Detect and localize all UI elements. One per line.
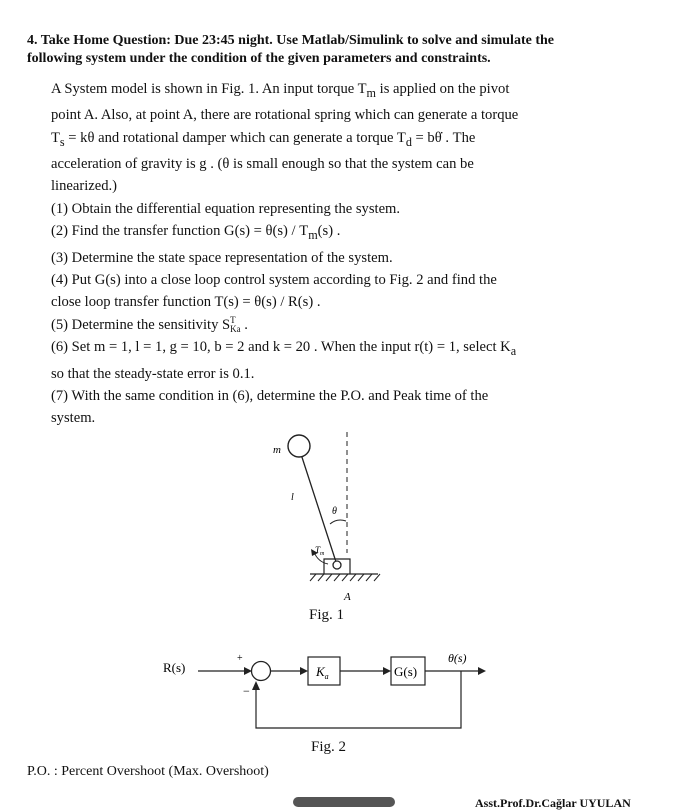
pendulum-mass	[288, 435, 310, 457]
question-text: (2) Find the transfer function G(s) = θ(s) / T	[51, 223, 309, 240]
control-arrow-head	[383, 667, 391, 675]
question-4b: close loop transfer function T(s) = θ(s) / R(s) .	[51, 294, 321, 311]
heading-line-1: 4. Take Home Question: Due 23:45 night. Use Matlab/Simulink to solve and simulate the	[27, 33, 554, 48]
question-1: (1) Obtain the differential equation representing the system.	[51, 200, 401, 217]
pivot-joint	[333, 561, 341, 569]
question-3: (3) Determine the state space representation of the system.	[51, 249, 393, 266]
pendulum-figure	[270, 428, 400, 613]
subscript: s	[59, 134, 65, 149]
subscript: a	[510, 344, 517, 359]
footnote: P.O. : Percent Overshoot (Max. Overshoot)	[27, 764, 269, 779]
intro-text: A System model is shown in Fig. 1. An input torque T	[51, 81, 367, 97]
intro-line-1	[51, 78, 611, 104]
plus-sign: +	[237, 653, 243, 664]
intro-line-3	[51, 127, 611, 153]
angle-arc	[330, 520, 346, 524]
question-7a: (7) With the same condition in (6), determine the P.O. and Peak time of the	[51, 387, 489, 404]
plant-label: G(s)	[394, 664, 418, 679]
error-arrow-head	[300, 667, 308, 675]
gain-letter: K	[316, 664, 325, 679]
torque-letter: T	[315, 545, 321, 555]
question-5	[51, 314, 611, 336]
summing-junction	[252, 662, 271, 681]
length-label: l	[291, 492, 294, 503]
torque-subscript: m	[320, 551, 325, 557]
intro-line-2: point A. Also, at point A, there are rotational spring which can generate a torque	[51, 107, 519, 124]
input-label: R(s)	[163, 660, 186, 675]
block-diagram	[160, 645, 500, 735]
question-6a	[51, 336, 611, 362]
page-scroll-indicator	[293, 797, 395, 807]
torque-label	[315, 545, 325, 557]
intro-text: = kθ and rotational damper which can generate a torque T	[64, 129, 406, 146]
question-body	[51, 78, 611, 430]
superscript: T	[230, 315, 236, 326]
feedback-path	[256, 671, 461, 728]
intro-text: T	[51, 129, 60, 146]
feedback-arrow-head	[252, 681, 260, 690]
question-4a: (4) Put G(s) into a close loop control system according to Fig. 2 and find the	[51, 271, 497, 288]
heading-line-2: following system under the condition of the given parameters and constraints.	[27, 51, 491, 66]
minus-sign: −	[243, 684, 250, 698]
subscript: d	[405, 134, 412, 149]
intro-text: is applied on the pivot	[376, 81, 510, 97]
question-2	[51, 220, 611, 246]
ground-hatch	[310, 574, 380, 581]
pivot-label: A	[344, 591, 351, 603]
question-heading	[27, 32, 667, 68]
output-arrow-head	[478, 667, 486, 675]
intro-text: = bθ̇ . The	[411, 129, 476, 146]
angle-label: θ	[332, 506, 337, 517]
subscript: m	[308, 228, 318, 243]
output-label: θ(s)	[448, 651, 467, 665]
subscript: m	[366, 85, 377, 100]
figure-1-caption: Fig. 1	[309, 607, 345, 623]
question-text: (6) Set m = 1, l = 1, g = 10, b = 2 and k = 20 . When the input r(t) = 1, select K	[51, 339, 511, 356]
figure-2-caption: Fig. 2	[311, 739, 347, 755]
question-7b: system.	[51, 410, 96, 427]
subscript: Ka	[230, 324, 241, 335]
question-text: .	[240, 316, 248, 333]
question-text: (s) .	[317, 223, 341, 240]
question-text: (5) Determine the sensitivity S	[51, 316, 231, 333]
gain-subscript: a	[324, 672, 329, 681]
mass-label: m	[273, 444, 281, 456]
author-credit: Asst.Prof.Dr.Cağlar UYULAN	[475, 796, 631, 810]
input-arrow-head	[244, 667, 252, 675]
intro-line-5: linearized.)	[51, 178, 118, 195]
intro-line-4: acceleration of gravity is g . (θ is small enough so that the system can be	[51, 156, 474, 173]
question-6b: so that the steady-state error is 0.1.	[51, 365, 255, 382]
